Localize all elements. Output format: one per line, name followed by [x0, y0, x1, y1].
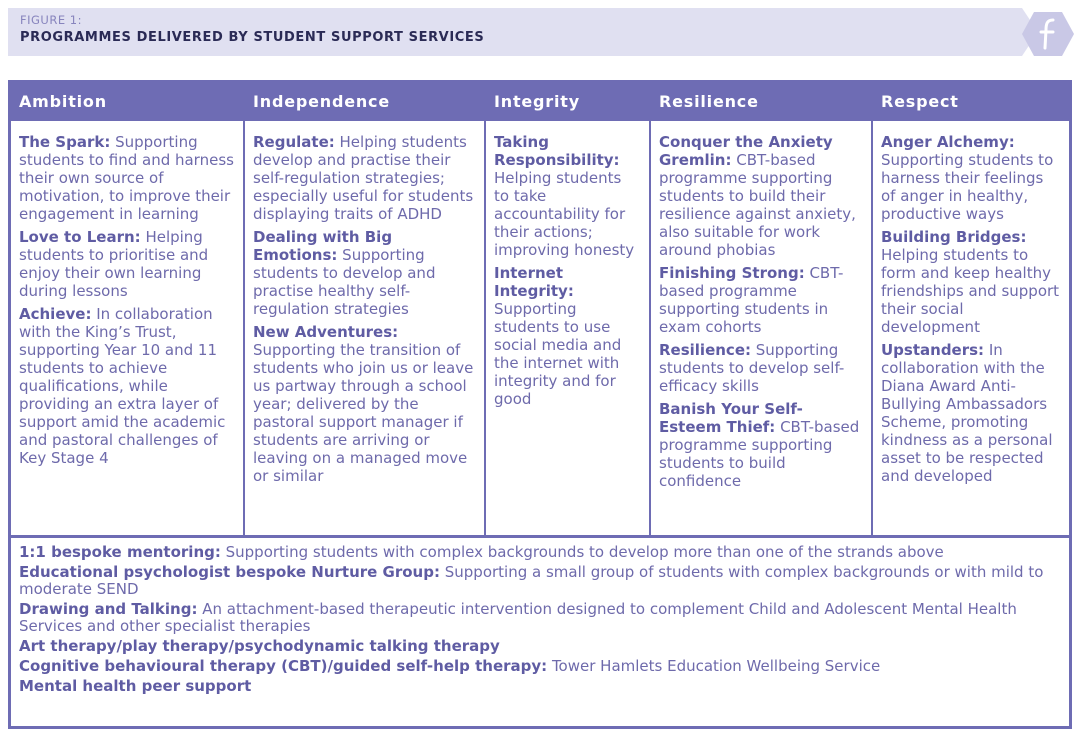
- additional-item: [19, 678, 1061, 695]
- programme-title: Regulate:: [253, 133, 335, 151]
- programme-desc: Supporting students to find and harness their own source of motivation, to improve their engagement in learning: [19, 133, 234, 223]
- additional-item: [19, 638, 1061, 655]
- additional-title: 1:1 bespoke mentoring:: [19, 543, 221, 561]
- programme-title: Finishing Strong:: [659, 264, 805, 282]
- heading-independence: Independence: [253, 92, 390, 111]
- column-independence: [245, 121, 484, 535]
- programme-item: [659, 400, 863, 490]
- heading-integrity: Integrity: [494, 92, 580, 111]
- hexagon-logo-icon: [1020, 10, 1076, 58]
- programme-title: The Spark:: [19, 133, 111, 151]
- programme-title: Resilience:: [659, 341, 751, 359]
- programme-item: [253, 228, 476, 318]
- programme-desc: Helping students to form and keep healthy friendships and support their social development: [881, 246, 1060, 336]
- additional-desc: Tower Hamlets Education Wellbeing Service: [547, 657, 881, 675]
- programme-desc: CBT-based programme supporting students to build confidence: [659, 418, 860, 490]
- programme-desc: In collaboration with the Diana Award Anti-Bullying Ambassadors Scheme, promoting kindness as a personal asset to be respected and developed: [881, 341, 1053, 485]
- heading-ambition: Ambition: [19, 92, 107, 111]
- programme-title: Anger Alchemy:: [881, 133, 1015, 151]
- programme-desc: CBT-based programme supporting students in exam cohorts: [659, 264, 844, 336]
- figure-label: FIGURE 1:: [20, 13, 82, 27]
- column-ambition: [11, 121, 243, 535]
- additional-item: [19, 544, 1061, 561]
- programme-desc: Helping students to prioritise and enjoy their own learning during lessons: [19, 228, 209, 300]
- additional-item: [19, 601, 1061, 635]
- programme-title: Upstanders:: [881, 341, 985, 359]
- heading-respect: Respect: [881, 92, 959, 111]
- programme-desc: Supporting students to develop self-efficacy skills: [659, 341, 845, 395]
- additional-title: Art therapy/play therapy/psychodynamic talking therapy: [19, 637, 500, 655]
- programme-item: [494, 264, 641, 408]
- programme-item: [881, 341, 1061, 485]
- additional-title: Drawing and Talking:: [19, 600, 198, 618]
- programme-title: Internet Integrity:: [494, 264, 574, 300]
- programme-title: Love to Learn:: [19, 228, 141, 246]
- programme-item: [253, 323, 476, 485]
- programme-item: [659, 264, 863, 336]
- programme-item: [19, 228, 235, 300]
- additional-title: Cognitive behavioural therapy (CBT)/guided self-help therapy:: [19, 657, 548, 675]
- programme-title: Building Bridges:: [881, 228, 1027, 246]
- programme-title: Achieve:: [19, 305, 92, 323]
- additional-desc: An attachment-based therapeutic intervention designed to complement Child and Adolescent Mental Health Services and other specialist therapies: [19, 600, 1017, 635]
- programme-title: Conquer the Anxiety Gremlin:: [659, 133, 833, 169]
- additional-item: [19, 564, 1061, 598]
- column-integrity: [486, 121, 649, 535]
- programme-desc: In collaboration with the King’s Trust, supporting Year 10 and 11 students to achieve qualifications, while providing an extra layer of support amid the academic and pastoral challenges of Key Stage 4: [19, 305, 226, 467]
- additional-desc: Supporting a small group of students with complex backgrounds or with mild to moderate SEND: [19, 563, 1044, 598]
- programme-title: Dealing with Big Emotions:: [253, 228, 393, 264]
- column-respect: [873, 121, 1069, 535]
- programme-item: [19, 305, 235, 467]
- additional-programmes: [8, 538, 1072, 729]
- programmes-table: [8, 80, 1072, 538]
- heading-resilience: Resilience: [659, 92, 759, 111]
- programme-item: [494, 133, 641, 259]
- programme-item: [19, 133, 235, 223]
- programme-title: Banish Your Self-Esteem Thief:: [659, 400, 803, 436]
- figure-title: PROGRAMMES DELIVERED BY STUDENT SUPPORT SERVICES: [20, 30, 485, 45]
- programme-item: [659, 133, 863, 259]
- programme-title: Taking Responsibility:: [494, 133, 620, 169]
- programme-item: [881, 133, 1061, 223]
- additional-desc: Supporting students with complex backgrounds to develop more than one of the strands above: [220, 543, 944, 561]
- additional-title: Mental health peer support: [19, 677, 252, 695]
- programme-desc: Supporting students to develop and practise healthy self-regulation strategies: [253, 246, 436, 318]
- additional-title: Educational psychologist bespoke Nurture Group:: [19, 563, 440, 581]
- programme-desc: CBT-based programme supporting students to build their resilience against anxiety, also suitable for work around phobias: [659, 151, 856, 259]
- programme-desc: Supporting students to harness their feelings of anger in healthy, productive ways: [881, 151, 1054, 223]
- programme-item: [253, 133, 476, 223]
- programme-desc: Helping students to take accountability for their actions; improving honesty: [494, 169, 635, 259]
- table-header: [11, 83, 1069, 121]
- programme-title: New Adventures:: [253, 323, 399, 341]
- programme-desc: Supporting the transition of students who join us or leave us partway through a school year; delivered by the pastoral support manager if students are arriving or leaving on a managed move or similar: [253, 341, 474, 485]
- programme-item: [659, 341, 863, 395]
- programme-item: [881, 228, 1061, 336]
- programme-desc: Supporting students to use social media and the internet with integrity and for good: [494, 300, 622, 408]
- programme-desc: Helping students develop and practise their self-regulation strategies; especially useful for students displaying traits of ADHD: [253, 133, 474, 223]
- column-resilience: [651, 121, 871, 535]
- additional-item: [19, 658, 1061, 675]
